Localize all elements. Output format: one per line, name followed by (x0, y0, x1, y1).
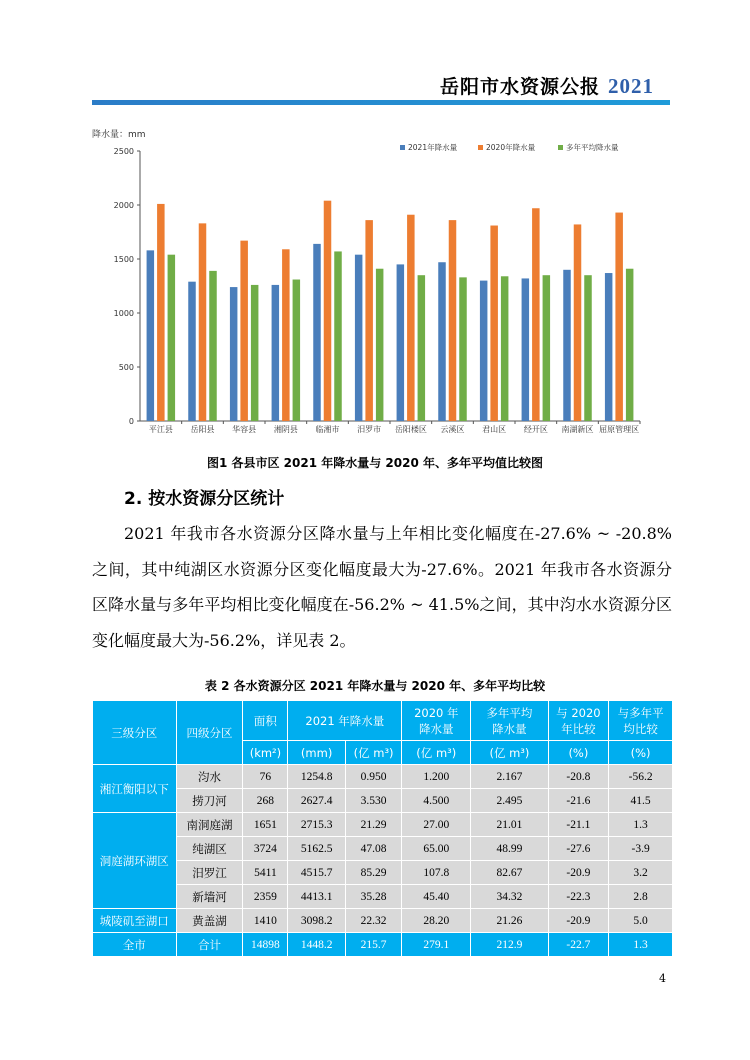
table-cell: 4.500 (402, 789, 471, 813)
table-cell: 5.0 (609, 909, 673, 933)
table-cell: 28.20 (402, 909, 471, 933)
x-tick-label: 湘阴县 (273, 425, 298, 434)
bar (449, 220, 457, 421)
total-cell: 全市 (93, 933, 177, 957)
total-cell: 1448.2 (288, 933, 345, 957)
report-title: 岳阳市水资源公报 2021 (439, 74, 654, 98)
table-cell: 2.167 (471, 765, 548, 789)
table-cell: 85.29 (345, 861, 401, 885)
table-row (93, 813, 673, 837)
bar (407, 215, 415, 421)
legend-label: 2021年降水量 (408, 143, 458, 152)
table-cell: 1254.8 (288, 765, 345, 789)
table-body (93, 765, 673, 957)
table-row (93, 861, 673, 885)
table-cell: 41.5 (609, 789, 673, 813)
bar (418, 275, 426, 421)
table-cell: -27.6 (548, 837, 609, 861)
bar (272, 285, 280, 421)
table-cell: -21.6 (548, 789, 609, 813)
col-header: 四级分区 (176, 701, 243, 765)
x-tick-label: 华容县 (232, 425, 257, 434)
x-tick-label: 岳阳楼区 (394, 425, 427, 434)
table-cell: 22.32 (345, 909, 401, 933)
col-header: 与多年平 均比较 (609, 701, 673, 741)
table-cell: -20.8 (548, 765, 609, 789)
bar (459, 277, 467, 421)
bar (188, 282, 196, 421)
x-tick-label: 经开区 (523, 425, 548, 434)
legend-label: 多年平均降水量 (566, 143, 619, 152)
table-row (93, 789, 673, 813)
y-tick-label: 0 (128, 417, 134, 426)
bar (605, 273, 613, 421)
bar (563, 270, 571, 421)
report-year: 2021 (608, 74, 654, 98)
table-caption: 表 2 各水资源分区 2021 年降水量与 2020 年、多年平均比较 (204, 679, 546, 693)
table-cell: -20.9 (548, 861, 609, 885)
table-cell: 2359 (243, 885, 288, 909)
page-number: 4 (659, 972, 666, 985)
col-header: 与 2020 年比较 (548, 701, 609, 741)
table-cell: 48.99 (471, 837, 548, 861)
legend-swatch (558, 145, 563, 150)
table-cell: 27.00 (402, 813, 471, 837)
bar (334, 251, 342, 421)
total-cell: 279.1 (402, 933, 471, 957)
bar (480, 281, 488, 421)
col-header: 2021 年降水量 (288, 701, 402, 741)
y-tick-label: 1000 (113, 309, 134, 318)
precipitation-table (92, 700, 673, 957)
table-row (93, 909, 673, 933)
table-row (93, 885, 673, 909)
bar (501, 276, 509, 421)
total-cell: 合计 (176, 933, 243, 957)
table-cell: 5162.5 (288, 837, 345, 861)
table-cell: 汨罗江 (176, 861, 243, 885)
table-cell: 45.40 (402, 885, 471, 909)
table-cell: 汮水 (176, 765, 243, 789)
col-header: 三级分区 (93, 701, 177, 765)
y-tick-label: 2500 (113, 147, 134, 156)
x-tick-label: 临湘市 (315, 425, 340, 434)
bar (282, 249, 290, 421)
y-tick-label: 1500 (113, 255, 134, 264)
table-cell: -20.9 (548, 909, 609, 933)
bar (438, 262, 446, 421)
table-cell: 黄盖湖 (176, 909, 243, 933)
legend-swatch (400, 145, 405, 150)
unit-header: (%) (609, 741, 673, 765)
bar (157, 204, 165, 421)
precipitation-bar-chart (92, 125, 662, 445)
unit-header: (亿 m³) (345, 741, 401, 765)
total-cell: 215.7 (345, 933, 401, 957)
table-cell: 2715.3 (288, 813, 345, 837)
bar (626, 269, 634, 421)
bar (199, 223, 207, 421)
table-cell: -21.1 (548, 813, 609, 837)
total-row (93, 933, 673, 957)
table-cell: 新墙河 (176, 885, 243, 909)
table-header (93, 701, 673, 765)
y-axis-label: 降水量：mm (92, 130, 146, 140)
table-cell: -56.2 (609, 765, 673, 789)
table-cell: -3.9 (609, 837, 673, 861)
table-cell: 65.00 (402, 837, 471, 861)
unit-header: (亿 m³) (402, 741, 471, 765)
total-cell: 1.3 (609, 933, 673, 957)
x-tick-label: 屈原管理区 (599, 425, 640, 434)
y-tick-label: 2000 (113, 201, 134, 210)
table-cell: 0.950 (345, 765, 401, 789)
table-cell: 5411 (243, 861, 288, 885)
x-tick-label: 汨罗市 (357, 425, 382, 434)
table-cell: 3098.2 (288, 909, 345, 933)
x-tick-label: 云溪区 (440, 425, 465, 434)
table-cell: 21.26 (471, 909, 548, 933)
table-cell: 268 (243, 789, 288, 813)
bar (168, 255, 176, 421)
table-cell: 21.01 (471, 813, 548, 837)
bar (251, 285, 259, 421)
x-tick-label: 岳阳县 (190, 425, 215, 434)
unit-header: (%) (548, 741, 609, 765)
table-row (93, 765, 673, 789)
table-cell: 南洞庭湖 (176, 813, 243, 837)
legend-swatch (478, 145, 483, 150)
table-cell: 1410 (243, 909, 288, 933)
group-cell: 洞庭湖环湖区 (93, 813, 177, 909)
bar (532, 208, 540, 421)
bar (355, 255, 363, 421)
bar (240, 241, 248, 421)
bar (209, 271, 217, 421)
bar (397, 264, 405, 421)
y-tick-label: 500 (118, 363, 134, 372)
x-tick-label: 平江县 (148, 425, 173, 434)
table-cell: 21.29 (345, 813, 401, 837)
table-cell: 1.3 (609, 813, 673, 837)
col-header: 面积 (243, 701, 288, 741)
total-cell: -22.7 (548, 933, 609, 957)
bar (230, 287, 238, 421)
table-cell: 35.28 (345, 885, 401, 909)
bar (147, 250, 155, 421)
bar (365, 220, 373, 421)
table-cell: 2.495 (471, 789, 548, 813)
table-cell: 2.8 (609, 885, 673, 909)
bar (574, 224, 582, 421)
x-tick-label: 君山区 (482, 425, 507, 434)
table-cell: 3724 (243, 837, 288, 861)
legend-label: 2020年降水量 (486, 143, 536, 152)
table-cell: -22.3 (548, 885, 609, 909)
col-header: 2020 年 降水量 (402, 701, 471, 741)
bar (313, 244, 321, 421)
table-cell: 3.2 (609, 861, 673, 885)
body-paragraph: 2021 年我市各水资源分区降水量与上年相比变化幅度在-27.6% ~ -20.8%之间，其中纯湖区水资源分区变化幅度最大为-27.6%。2021 年我市各水资源分区降水量与多年平均相比变化幅度在-56.2% ~ 41.5%之间，其中汮水水资源分区变化幅度最大为-56.2%，详见表 2。 (92, 524, 672, 650)
section-heading: 2. 按水资源分区统计 (124, 489, 285, 509)
header-rule (92, 100, 670, 105)
table-row (93, 837, 673, 861)
col-header: 多年平均 降水量 (471, 701, 548, 741)
table-cell: 4413.1 (288, 885, 345, 909)
bar (324, 201, 332, 421)
bar (293, 280, 301, 421)
group-cell: 湘江衡阳以下 (93, 765, 177, 813)
group-cell: 城陵矶至湖口 (93, 909, 177, 933)
unit-header: (mm) (288, 741, 345, 765)
table-cell: 76 (243, 765, 288, 789)
table-cell: 捞刀河 (176, 789, 243, 813)
bar (615, 213, 623, 421)
bar (376, 269, 384, 421)
table-cell: 2627.4 (288, 789, 345, 813)
table-cell: 纯湖区 (176, 837, 243, 861)
table-cell: 34.32 (471, 885, 548, 909)
unit-header: (km²) (243, 741, 288, 765)
table-cell: 4515.7 (288, 861, 345, 885)
x-tick-label: 南湖新区 (561, 425, 594, 434)
bar (522, 278, 530, 421)
table-cell: 1651 (243, 813, 288, 837)
total-cell: 14898 (243, 933, 288, 957)
figure-caption: 图1 各县市区 2021 年降水量与 2020 年、多年平均值比较图 (206, 456, 544, 470)
bar (584, 275, 592, 421)
table-cell: 1.200 (402, 765, 471, 789)
total-cell: 212.9 (471, 933, 548, 957)
table-cell: 107.8 (402, 861, 471, 885)
unit-header: (亿 m³) (471, 741, 548, 765)
bar (490, 226, 498, 421)
bar (543, 275, 551, 421)
table-cell: 82.67 (471, 861, 548, 885)
table-cell: 3.530 (345, 789, 401, 813)
table-cell: 47.08 (345, 837, 401, 861)
